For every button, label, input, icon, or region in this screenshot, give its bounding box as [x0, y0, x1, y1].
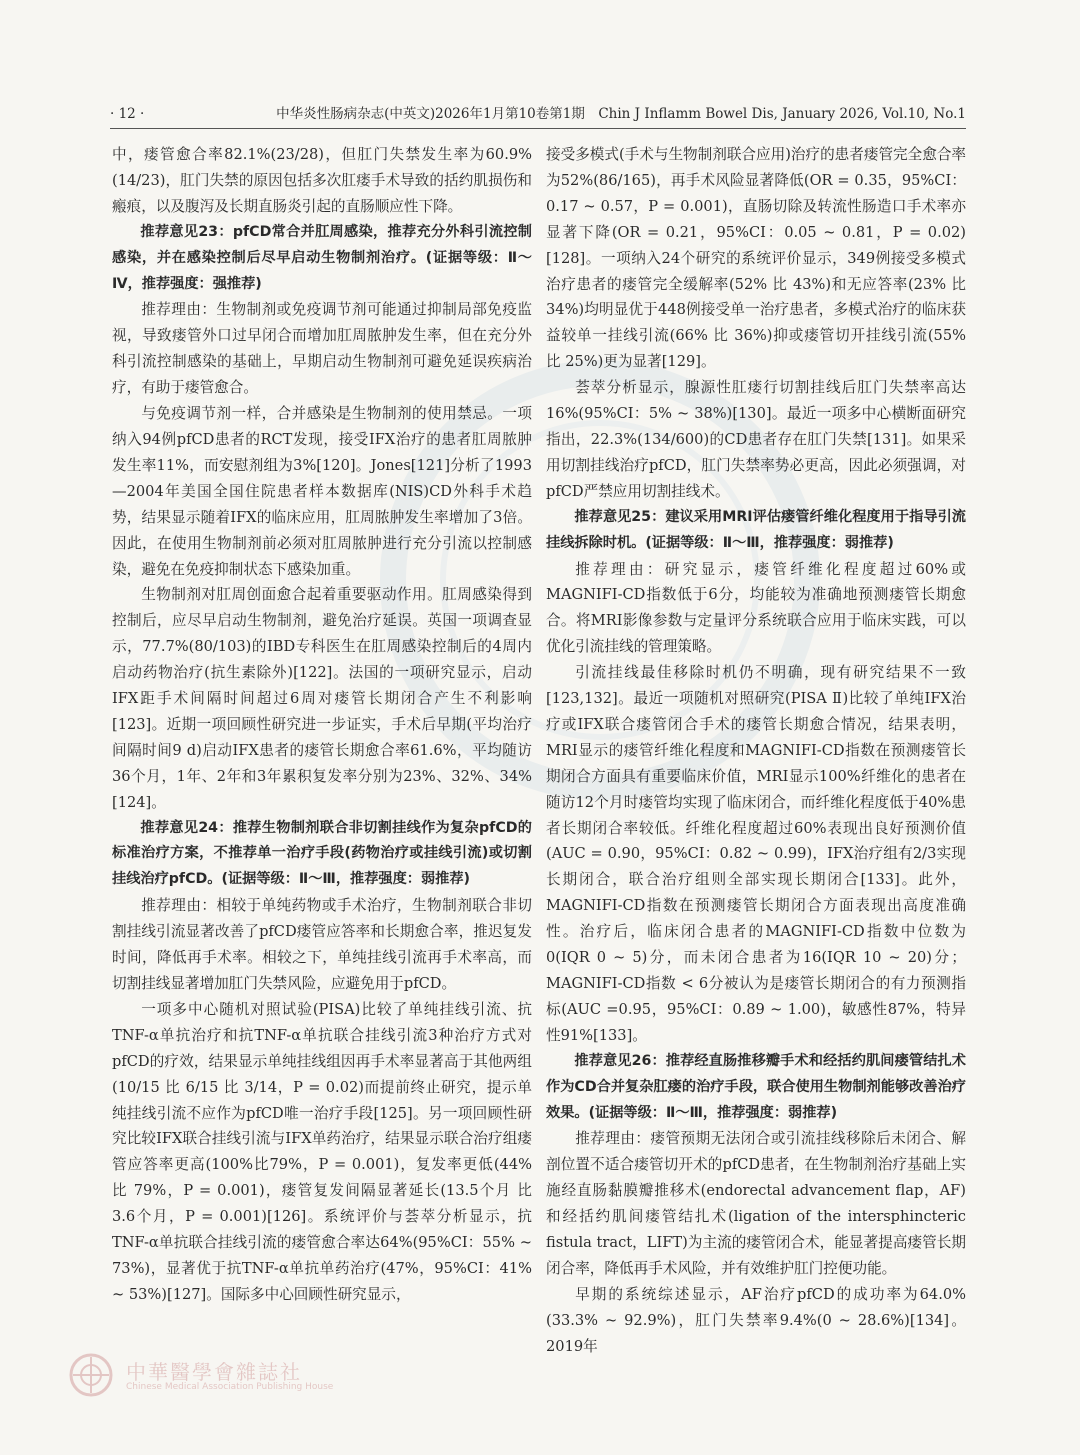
body-paragraph: 荟萃分析显示，腺源性肛瘘行切割挂线后肛门失禁率高达16%(95%CI：5% ~ 38%)[130]。最近一项多中心横断面研究指出，22.3%(134/600)的CD患者存在肛门失禁[131]。如果采用切割挂线治疗pfCD，肛门失禁率势必更高，因此必须强调，对pfCD严禁应用切割挂线术。 [546, 379, 966, 500]
publisher-logo [68, 1352, 508, 1402]
right-column [546, 142, 966, 1392]
body-paragraph: 推荐理由：生物制剂或免疫调节剂可能通过抑制局部免疫监视，导致瘘管外口过早闭合而增加肛周脓肿发生率，但在充分外科引流控制感染的基础上，早期启动生物制剂可避免延误疾病治疗，有助于瘘管愈合。 [112, 301, 532, 397]
body-paragraph: 生物制剂对肛周创面愈合起着重要驱动作用。肛周感染得到控制后，应尽早启动生物制剂，避免治疗延误。英国一项调查显示，77.7%(80/103)的IBD专科医生在肛周感染控制后的4周内启动药物治疗(抗生素除外)[122]。法国的一项研究显示，启动IFX距手术间隔时间超过6周对瘘管长期闭合产生不利影响[123]。近期一项回顾性研究进一步证实，手术后早期(平均治疗间隔时间9 d)启动IFX患者的瘘管长期愈合率61.6%，平均随访36个月，1年、2年和3年累积复发率分别为23%、32%、34%[124]。 [112, 586, 532, 811]
body-paragraph: 推荐理由：研究显示，瘘管纤维化程度超过60%或MAGNIFI-CD指数低于6分，均能较为准确地预测瘘管长期愈合。将MRI影像参数与定量评分系统联合应用于临床实践，可以优化引流挂线的管理策略。 [546, 560, 966, 656]
body-paragraph: 中，瘘管愈合率82.1%(23/28)，但肛门失禁发生率为60.9%(14/23)，肛门失禁的原因包括多次肛瘘手术导致的括约肌损伤和瘢痕，以及腹泻及长期直肠炎引起的直肠顺应性下降。 [112, 146, 532, 215]
publisher-name-en: Chinese Medical Association Publishing House [126, 1382, 334, 1392]
journal-citation: 中华炎性肠病杂志(中英文)2026年1月第10卷第1期 Chin J Inflamm Bowel Dis, January 2026, Vol.10, No.1 [276, 106, 966, 122]
body-paragraph: 一项多中心随机对照试验(PISA)比较了单纯挂线引流、抗TNF-α单抗治疗和抗TNF-α单抗联合挂线引流3种治疗方式对pfCD的疗效，结果显示单纯挂线组因再手术率显著高于其他两组(10/15 比 6/15 比 3/14，P = 0.02)而提前终止研究，提示单纯挂线引流不应作为pfCD唯一治疗手段[125]。另一项回顾性研究比较IFX联合挂线引流与IFX单药治疗，结果显示联合治疗组瘘管应答率更高(100%比79%，P = 0.001)，复发率更低(44% 比 79%，P = 0.001)，瘘管复发间隔显著延长(13.5个月 比 3.6个月，P = 0.001)[126]。系统评价与荟萃分析显示，抗TNF-α单抗联合挂线引流的瘘管愈合率达64%(95%CI：55% ~ 73%)，显著优于抗TNF-α单抗单药治疗(47%，95%CI：41% ~ 53%)[127]。国际多中心回顾性研究显示， [112, 1000, 532, 1303]
body-paragraph: 推荐理由：瘘管预期无法闭合或引流挂线移除后未闭合、解剖位置不适合瘘管切开术的pfCD患者，在生物制剂治疗基础上实施经直肠黏膜瓣推移术(endorectal advancement flap，AF)和经括约肌间瘘管结扎术(ligation of the intersphincteric fistula tract，LIFT)为主流的瘘管闭合术，能显著提高瘘管长期闭合率，降低再手术风险，并有效维护肛门控便功能。 [546, 1130, 966, 1277]
publisher-seal-icon [68, 1352, 114, 1398]
recommendation-heading: 推荐意见26：推荐经直肠推移瓣手术和经括约肌间瘘管结扎术作为CD合并复杂肛瘘的治疗手段，联合使用生物制剂能够改善治疗效果。(证据等级：Ⅱ～Ⅲ，推荐强度：弱推荐) [546, 1052, 966, 1121]
recommendation-heading: 推荐意见24：推荐生物制剂联合非切割挂线作为复杂pfCD的标准治疗方案，不推荐单一治疗手段(药物治疗或挂线引流)或切割挂线治疗pfCD。(证据等级：Ⅱ～Ⅲ，推荐强度：弱推荐) [112, 819, 532, 888]
body-paragraph: 接受多模式(手术与生物制剂联合应用)治疗的患者瘘管完全愈合率为52%(86/165)，再手术风险显著降低(OR = 0.35，95%CI：0.17 ~ 0.57，P = 0.001)，直肠切除及转流性肠造口手术率亦显著下降(OR = 0.21，95%CI：0.05 ~ 0.81，P = 0.02)[128]。一项纳入24个研究的系统评价显示，349例接受多模式治疗患者的瘘管完全缓解率(52% 比 43%)和无应答率(23% 比 34%)均明显优于448例接受单一治疗患者，多模式治疗的临床获益较单一挂线引流(66% 比 36%)抑或瘘管切开挂线引流(55% 比 25%)更为显著[129]。 [546, 146, 966, 371]
body-paragraph: 引流挂线最佳移除时机仍不明确，现有研究结果不一致[123,132]。最近一项随机对照研究(PISA Ⅱ)比较了单纯IFX治疗或IFX联合瘘管闭合手术的瘘管长期愈合情况，结果表明，MRI显示的瘘管纤维化程度和MAGNIFI-CD指数在预测瘘管长期闭合方面具有重要临床价值，MRI显示100%纤维化的患者在随访12个月时瘘管均实现了临床闭合，而纤维化程度低于40%患者长期闭合率较低。纤维化程度超过60%表现出良好预测价值(AUC = 0.90，95%CI：0.82 ~ 0.99)，IFX治疗组有2/3实现长期闭合，联合治疗组则全部实现长期闭合[133]。此外，MAGNIFI-CD指数在预测瘘管长期闭合方面表现出高度准确性。治疗后，临床闭合患者的MAGNIFI-CD指数中位数为0(IQR 0 ~ 5)分，而未闭合患者为16(IQR 10 ~ 20)分；MAGNIFI-CD指数 < 6分被认为是瘘管长期闭合的有力预测指标(AUC =0.95，95%CI：0.89 ~ 1.00)，敏感性87%，特异性91%[133]。 [546, 664, 966, 1044]
page-number: · 12 · [110, 106, 145, 122]
publisher-name: 中華醫學會雜誌社 [126, 1360, 302, 1384]
body-paragraph: 推荐理由：相较于单纯药物或手术治疗，生物制剂联合非切割挂线引流显著改善了pfCD瘘管应答率和长期愈合率，推迟复发时间，降低再手术率。相较之下，单纯挂线引流再手术率高，而切割挂线显著增加肛门失禁风险，应避免用于pfCD。 [112, 897, 532, 992]
running-header [110, 104, 966, 129]
recommendation-heading: 推荐意见23：pfCD常合并肛周感染，推荐充分外科引流控制感染，并在感染控制后尽早启动生物制剂治疗。(证据等级：Ⅱ～Ⅳ，推荐强度：强推荐) [112, 223, 532, 292]
left-column [112, 142, 532, 1392]
recommendation-heading: 推荐意见25：建议采用MRI评估瘘管纤维化程度用于指导引流挂线拆除时机。(证据等级：Ⅱ～Ⅲ，推荐强度：弱推荐) [546, 508, 966, 551]
body-paragraph: 早期的系统综述显示，AF治疗pfCD的成功率为64.0%(33.3% ~ 92.9%)，肛门失禁率9.4%(0 ~ 28.6%)[134]。2019年 [546, 1285, 966, 1355]
body-paragraph: 与免疫调节剂一样，合并感染是生物制剂的使用禁忌。一项纳入94例pfCD患者的RCT发现，接受IFX治疗的患者肛周脓肿发生率11%，而安慰剂组为3%[120]。Jones[121]分析了1993—2004年美国全国住院患者样本数据库(NIS)CD外科手术趋势，结果显示随着IFX的临床应用，肛周脓肿发生率增加了3倍。因此，在使用生物制剂前必须对肛周脓肿进行充分引流以控制感染，避免在免疫抑制状态下感染加重。 [112, 405, 532, 578]
